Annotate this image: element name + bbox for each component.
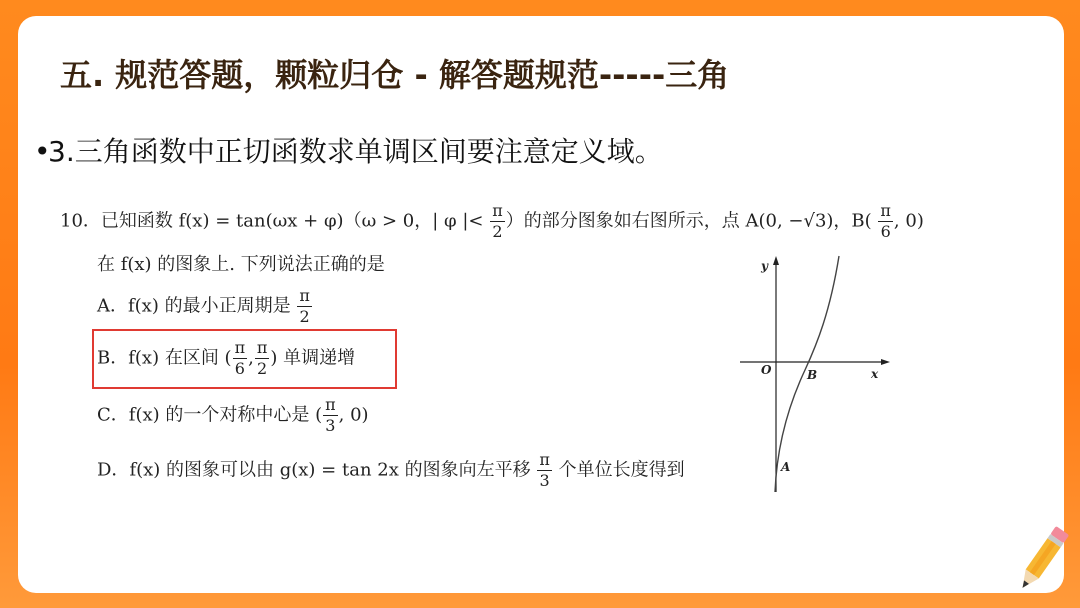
origin-label: O xyxy=(761,363,772,377)
fraction-pi-over-2: $\frac{\pi}{2}$ xyxy=(299,286,310,326)
option-b-prefix: B． xyxy=(97,347,129,369)
option-c-prefix: C． xyxy=(97,404,129,426)
option-c-end: , 0) xyxy=(338,404,369,426)
option-b-text: f(x) 在区间 ( xyxy=(128,347,232,369)
option-c-text: f(x) 的一个对称中心是 ( xyxy=(128,404,323,426)
point-b-label: B xyxy=(807,368,818,382)
x-axis-arrow xyxy=(881,359,890,365)
fraction-pi-over-6: $\frac{\pi}{6}$ xyxy=(880,201,891,241)
bullet-point xyxy=(34,130,663,170)
option-d xyxy=(97,452,685,489)
bullet-dot: • xyxy=(34,135,51,168)
option-a-text: f(x) 的最小正周期是 xyxy=(128,295,291,317)
bullet-text: 3.三角函数中正切函数求单调区间要注意定义域。 xyxy=(48,135,663,168)
fraction-pi-over-2: $\frac{\pi}{2}$ xyxy=(492,201,503,241)
highlight-box-option-b xyxy=(92,329,397,389)
option-b-end: ) 单调递增 xyxy=(270,347,356,369)
stem-part-1: 已知函数 f(x) = tan(ωx + φ)（ω > 0，| φ |< xyxy=(100,210,484,232)
pencil-icon xyxy=(1012,520,1072,600)
stem-part-2: ）的部分图象如右图所示，点 A(0, −√3)，B( xyxy=(505,210,872,232)
slide-title: 五. 规范答题，颗粒归仓 - 解答题规范-----三角 xyxy=(60,56,730,94)
option-a xyxy=(97,288,313,325)
fraction-pi-over-2: $\frac{\pi}{2}$ xyxy=(256,338,268,378)
question-number: 10． xyxy=(60,210,101,232)
stem-part-3: , 0) xyxy=(893,210,924,232)
tangent-graph xyxy=(735,252,895,497)
y-axis-label: y xyxy=(761,259,768,273)
option-c xyxy=(97,397,369,434)
y-axis-arrow xyxy=(773,256,779,265)
option-d-prefix: D． xyxy=(97,459,130,481)
option-d-end: 个单位长度得到 xyxy=(558,459,685,481)
option-a-prefix: A． xyxy=(97,295,128,317)
question-stem xyxy=(60,203,924,240)
point-a-label: A xyxy=(781,460,791,474)
fraction-pi-over-6: $\frac{\pi}{6}$ xyxy=(234,338,246,378)
option-b: B．f(x) 在区间 ( $\frac{\pi}{6}$ , $\frac{\pi}{2}$ ) 单调递增 xyxy=(97,338,356,378)
option-d-text: f(x) 的图象可以由 g(x) = tan 2x 的图象向左平移 xyxy=(129,459,531,481)
question-stem-line-2: 在 f(x) 的图象上. 下列说法正确的是 xyxy=(97,254,385,275)
x-axis-label: x xyxy=(871,367,879,381)
fraction-pi-over-3: $\frac{\pi}{3}$ xyxy=(325,395,336,435)
fraction-pi-over-3: $\frac{\pi}{3}$ xyxy=(539,450,550,490)
